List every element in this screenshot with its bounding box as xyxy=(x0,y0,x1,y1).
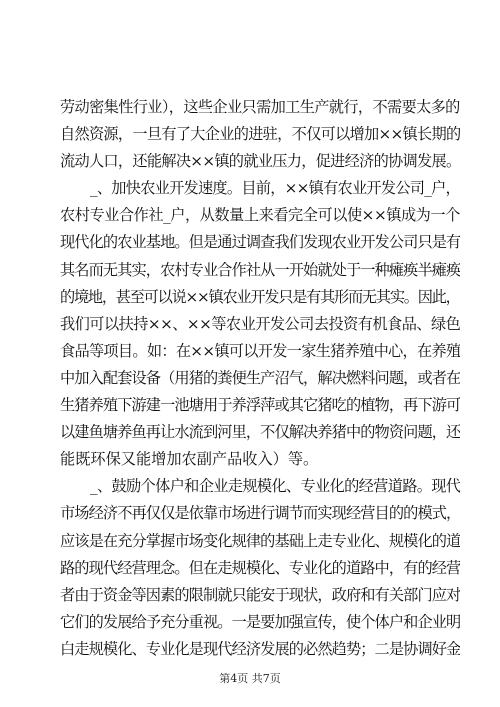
text-line: 现代化的农业基地。但是通过调查我们发现农业开发公司只是有 xyxy=(60,233,460,252)
text-line: 者由于资金等因素的限制就只能安于现状，政府和有关部门应对 xyxy=(60,585,460,604)
text-line: 劳动密集性行业），这些企业只需加工生产就行，不需要太多的 xyxy=(60,98,460,116)
text-line: 中加入配套设备（用猪的粪便生产沼气，解决燃料问题，或者在 xyxy=(60,368,460,387)
text-line: 自然资源，一旦有了大企业的进驻，不仅可以增加××镇长期的 xyxy=(60,125,460,144)
text-line: _、加快农业开发速度。目前，××镇有农业开发公司_户， xyxy=(90,179,460,198)
text-line: 我们可以扶持××、××等农业开发公司去投资有机食品、绿色 xyxy=(60,314,460,333)
text-line: 路的现代经营理念。但在走规模化、专业化的道路中，有的经营 xyxy=(60,558,460,577)
text-line: 它们的发展给予充分重视。一是要加强宣传，使个体户和企业明 xyxy=(60,612,460,631)
text-line: 白走规模化、专业化是现代经济发展的必然趋势；二是协调好金 xyxy=(60,639,460,658)
text-line: 食品等项目。如：在××镇可以开发一家生猪养殖中心，在养殖 xyxy=(60,341,460,360)
text-line: 生猪养殖下游建一池塘用于养浮萍或其它猪吃的植物，再下游可 xyxy=(60,396,460,415)
page-footer: 第4页 共7页 xyxy=(219,672,281,685)
text-line: 其名而无其实，农村专业合作社从一开始就处于一种瘫痪半瘫痪 xyxy=(60,260,460,279)
text-line: _、鼓励个体户和企业走规模化、专业化的经营道路。现代 xyxy=(90,477,460,496)
text-line: 以建鱼塘养鱼再让水流到河里，不仅解决养猪中的物资问题，还 xyxy=(60,423,460,442)
text-line: 流动人口，还能解决××镇的就业压力，促进经济的协调发展。 xyxy=(60,152,460,171)
text-line: 的境地，甚至可以说××镇农业开发只是有其形而无其实。因此， xyxy=(60,287,460,306)
text-line: 能既环保又能增加农副产品收入）等。 xyxy=(60,450,319,469)
document-body xyxy=(60,94,460,663)
text-line: 农村专业合作社_户，从数量上来看完全可以使××镇成为一个 xyxy=(60,206,460,225)
text-line: 市场经济不再仅仅是依靠市场进行调节而实现经营目的的模式， xyxy=(60,504,460,523)
text-line: 应该是在充分掌握市场变化规律的基础上走专业化、规模化的道 xyxy=(60,531,460,550)
